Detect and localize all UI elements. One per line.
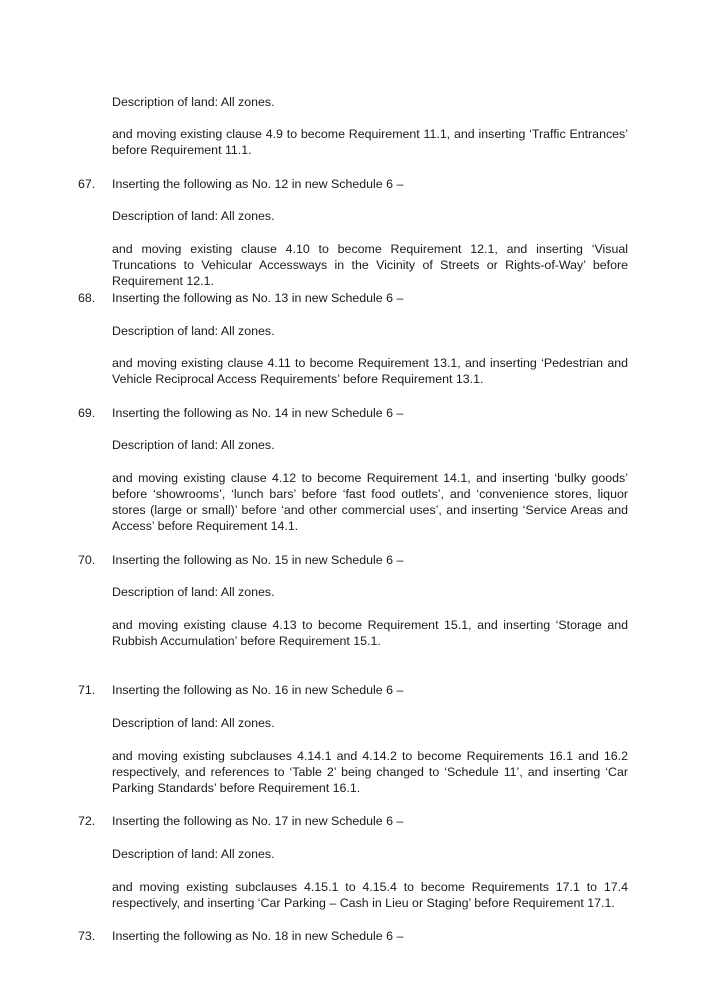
clause-heading: Inserting the following as No. 13 in new Schedule 6 – (112, 291, 404, 305)
clause-number: 73. (78, 929, 96, 943)
amendment-paragraph: and moving existing clause 4.13 to become Requirement 15.1, and inserting ‘Storage and Rubbish Accumulation’ before Requirement 15.1. (112, 618, 628, 648)
clause-number: 67. (78, 177, 96, 191)
land-description: Description of land: All zones. (112, 716, 275, 730)
clause-heading: Inserting the following as No. 15 in new Schedule 6 – (112, 553, 404, 567)
land-description: Description of land: All zones. (112, 324, 275, 338)
amendment-paragraph: and moving existing clause 4.10 to become Requirement 12.1, and inserting ‘Visual Truncations to Vehicular Accessways in the Vicinity of Streets or Rights-of-Way’ before Requirement 12.1. (112, 242, 628, 288)
clause-number: 72. (78, 814, 96, 828)
land-description: Description of land: All zones. (112, 585, 275, 599)
land-description: Description of land: All zones. (112, 847, 275, 861)
land-description: Description of land: All zones. (112, 209, 275, 223)
land-description: Description of land: All zones. (112, 95, 275, 109)
amendment-paragraph: and moving existing subclauses 4.14.1 and 4.14.2 to become Requirements 16.1 and 16.2 respectively, and references to ‘Table 2’ being changed to ‘Schedule 11’, and inserting ‘Car Parking Standards’ before Requirement 16.1. (112, 749, 628, 795)
clause-number: 71. (78, 683, 96, 697)
amendment-paragraph: and moving existing clause 4.11 to become Requirement 13.1, and inserting ‘Pedestrian and Vehicle Reciprocal Access Requirements’ before Requirement 13.1. (112, 356, 628, 386)
clause-heading: Inserting the following as No. 16 in new Schedule 6 – (112, 683, 404, 697)
clause-heading: Inserting the following as No. 18 in new Schedule 6 – (112, 929, 404, 943)
amendment-paragraph: and moving existing clause 4.12 to become Requirement 14.1, and inserting ‘bulky goods’ before ‘showrooms’, ‘lunch bars’ before ‘fast food outlets’, and ‘convenience stores, liquor stores (large or small)’ before ‘and other commercial uses’, and inserting ‘Service Areas and Access’ before Requirement 14.1. (112, 471, 628, 533)
amendment-paragraph: and moving existing subclauses 4.15.1 to 4.15.4 to become Requirements 17.1 to 17.4 respectively, and inserting ‘Car Parking – Cash in Lieu or Staging’ before Requirement 17.1. (112, 880, 628, 910)
clause-number: 69. (78, 406, 96, 420)
clause-number: 68. (78, 291, 96, 305)
clause-heading: Inserting the following as No. 14 in new Schedule 6 – (112, 406, 404, 420)
clause-number: 70. (78, 553, 96, 567)
clause-heading: Inserting the following as No. 12 in new Schedule 6 – (112, 177, 404, 191)
amendment-paragraph: and moving existing clause 4.9 to become Requirement 11.1, and inserting ‘Traffic Entrances’ before Requirement 11.1. (112, 127, 628, 157)
land-description: Description of land: All zones. (112, 438, 275, 452)
clause-heading: Inserting the following as No. 17 in new Schedule 6 – (112, 814, 404, 828)
